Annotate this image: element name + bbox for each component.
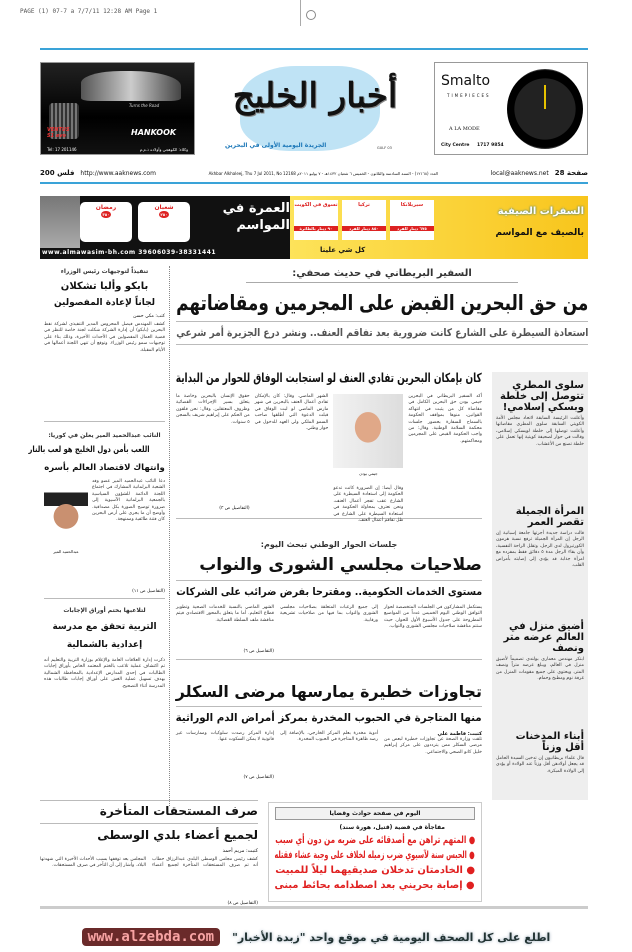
footer-url[interactable]: www.alzebda.com — [82, 928, 220, 946]
lead-headline-2[interactable]: كان بإمكان البحرين تفادي العنف لو استجابت الوفاق للحوار من البداية — [176, 370, 482, 385]
mp-photo — [44, 479, 88, 547]
top-rule — [40, 48, 588, 50]
divider — [176, 321, 588, 322]
story-columns — [176, 731, 482, 781]
article-body: تلقت وزارة الصحة عن تجاوزات خطيرة لبعض من مرضى السكلر ممن يترددون على مركز إبراهيم خليل كانو الصحي والاجتماعي. — [384, 737, 482, 755]
crime-item[interactable]: ● الخادمتان تدخلان صديقيهما ليلاً للمبيت — [275, 865, 475, 876]
byline: كتب: مكي حسن — [133, 314, 165, 319]
month: شعبان — [154, 204, 174, 211]
date-rule — [40, 182, 588, 184]
article-headline-2[interactable]: إعدادية بالشمالية — [66, 640, 143, 650]
sidebar-body: قالت دراسة جديدة أجرتها جامعة إسبانية إن الرجل إن المرأة الجميلة ترفع نسبة هرمون الكورتيزول لدى الرجل، وتقلل الراحة النفسية، وأن بقاء الرجل مدة ٥ دقائق فقط بمفرده مع امرأة جذابة قد يؤدي إلى إصابته بأمراض القلب. — [496, 531, 584, 569]
trip-price: ٦٧٥ دينار للفرد — [390, 226, 434, 231]
story-headline[interactable]: صلاحيات مجلسي الشورى والنواب — [199, 555, 482, 575]
crime-headline: إصابة بحريني بعد اصطدامه بحائط مبنى — [274, 880, 464, 891]
website-link[interactable]: http://www.aaknews.com — [80, 169, 156, 177]
trip-price: ٨٥٠ دينار للفرد — [342, 226, 386, 231]
smalto-ad[interactable] — [434, 62, 588, 155]
article-body: إلى جميع الرغبات المتعلقة بصلاحيات مجلسي الشورى والنواب بما فيها من صلاحيات تشريعية ورقابية. — [280, 605, 378, 623]
divider — [44, 421, 165, 422]
divider — [176, 580, 482, 581]
story-kicker: جلسات الحوار الوطني تبحث اليوم: — [260, 540, 398, 549]
story-headline[interactable]: تجاوزات خطيرة يمارسها مرضى السكلر — [175, 682, 482, 701]
sidebar-headline[interactable]: أضيق منزل في العالم عرضه متر ونصف — [503, 621, 584, 654]
crime-item[interactable]: ● المتهم تراهن مع أصدقائه على ضربه من دون أي سبب — [275, 835, 475, 846]
column — [176, 605, 274, 655]
crime-headline: المتهم تراهن مع أصدقائه على ضربه من دون أي سبب — [275, 835, 467, 846]
details-link[interactable]: (التفاصيل ص ٨) — [227, 901, 258, 906]
ad-sub: TIMEPIECES — [447, 93, 491, 98]
footer-text: اطلع على كل الصحف اليومية في موقع واحد "زبدة الأخبار" — [232, 930, 551, 944]
lead-headline[interactable]: من حق البحرين القبض على المجرمين ومقاضاتهم — [175, 291, 588, 315]
ad-product: VENTUS S1 evo — [47, 127, 70, 139]
right-sidebar — [492, 372, 588, 800]
ad-phone: Tel: 17 201146 — [47, 147, 77, 152]
divider — [176, 344, 588, 345]
article-headline[interactable]: التربية تحقق مع مدرسة — [52, 622, 157, 632]
article-kicker: تنفيذاً لتوجيهات رئيس الوزراء — [60, 268, 149, 275]
ad-tagline: Turns the Road — [129, 103, 160, 108]
sidebar-headline[interactable]: سلوى المطري تتوصل إلى خلطة وبسكي إسلامي! — [499, 380, 584, 413]
crime-kicker: مفاجأة في قضية (قتيل، هورة سند) — [339, 824, 445, 831]
article-headline-2[interactable]: وانتهاك لاقتصاد العالم بأسره — [44, 463, 165, 473]
hankook-ad[interactable] — [40, 62, 195, 155]
ad-brand: HANKOOK — [131, 128, 177, 137]
divider — [40, 823, 258, 824]
trip-price: ٩٠ دينار بالطائرة — [294, 226, 338, 231]
sidebar-body: قال علماء بريطانيون إن تدخين السيدة الحامل قد يجعل أولادهن أقل وزناً عند الولادة أو يؤدي إلى الولادة المبكرة. — [496, 756, 584, 774]
print-slug: PAGE (1) 07-7 a 7/7/11 12:28 AM Page 1 — [20, 8, 158, 15]
photo-caption: جيمي بودن — [359, 471, 378, 476]
lead-kicker: السفير البريطاني في حديث صحفي: — [246, 268, 518, 283]
crime-box — [268, 802, 482, 902]
banner-subtitle: بالصيف مع المواسم — [495, 228, 584, 238]
story-columns — [176, 605, 482, 655]
trip-dest: تركيا — [358, 202, 370, 208]
municipal-story — [40, 804, 258, 906]
car-image — [81, 71, 181, 101]
shaaban-offer — [138, 202, 190, 242]
footer-banner[interactable] — [0, 922, 632, 952]
lead-subheadline: استعادة السيطرة على الشارع كانت ضرورية بعد تفاقم العنف.. ونشر درع الجزيرة أمر شرعي — [175, 327, 588, 339]
ad-dealer: وكلاء: الكوهجي وأولاده ذ.م.م — [139, 147, 188, 152]
watch-hand — [544, 85, 546, 109]
divider — [176, 659, 482, 660]
photo-caption: عبدالحميد المير — [53, 549, 79, 554]
ad-phone: 1717 9854 — [477, 143, 504, 148]
details-link[interactable]: (التفاصيل ص ١١) — [132, 589, 165, 594]
story-subheadline: مستوى الخدمات الحكومية.. ومقترحا بفرض ضرائب على الشركات — [176, 586, 482, 598]
almawasim-banner-ad[interactable] — [40, 196, 588, 259]
crop-mark — [300, 0, 301, 26]
article-body: أدوية مخدرة بعلم المركز الخارجي، بالإضافة إلى رصد ظاهرة المتاجرة في الحبوب المخدرة. — [280, 731, 378, 743]
issue-info: Akhbar Alkhaleej, Thu 7 Jul 2011, No 12168 العدد (١٢١٦٨) - السنة السادسة والثلاثون - الخميس ٦ شعبان ١٤٣٢هـ - ٧ يوليو ٢٠١١م — [208, 170, 438, 176]
column — [384, 731, 482, 781]
column — [176, 394, 250, 514]
trip-card — [294, 200, 338, 240]
banner-slogan: كل شي علينا — [320, 246, 366, 254]
ad-brand: Smalto — [441, 73, 491, 89]
umrah-title: العمرة في المواسم — [222, 201, 290, 233]
article-body: ذكرت إدارة العلاقات العامة والإعلام بوزارة التربية والتعليم أنه تم اكتشاف عملية تلاعب بالختم المعتمد الخاص بأوراق إجابات الطالبات في إحدى المدارس الإعدادية بالمحافظة الشمالية بهدف تسهيل عملية الغش على أوراق إجابات طالبات هذه المدرسة أثناء التصحيح. — [44, 658, 165, 689]
kaaba-image — [40, 196, 80, 248]
article-block — [44, 479, 165, 589]
article-headline[interactable]: بابكو وألبا تشكلان — [60, 281, 149, 292]
article-body: يستكمل المشاركون في الجلسات المتخصصة لحوار التوافق الوطني اليوم الخميس عدداً من المواضيع المطروحة على جدول الأسبوع الأول للحوار، حيث ستتم مناقشة صلاحيات مجلسي الشورى والنواب. — [384, 605, 482, 630]
month: رمضان — [95, 204, 117, 211]
divider — [44, 598, 165, 599]
registration-mark-icon — [306, 10, 316, 20]
story-subheadline: منها المتاجرة في الحبوب المخدرة بمركز أمراض الدم الوراثية — [175, 712, 482, 724]
lead-story — [176, 268, 588, 349]
article-body: وقال أيضا: إن الضرورة كانت تدعو الحكومة إلى استعادة السيطرة على الشارع عقب تفجر أعمال العنف، ونحن نعترف بمحاولة الحكومة في استعادة السيطرة على الشارع في ظل تفاقم أعمال العنف. — [333, 486, 404, 524]
offer-price: ٢٥٠ — [160, 212, 168, 217]
sidebar-headline[interactable]: المرأة الجميلة تقصر العمر — [515, 506, 584, 528]
trip-card — [390, 200, 434, 240]
lead-columns — [175, 394, 482, 524]
umrah-panel — [40, 196, 290, 259]
article-body: حقوق الإنسان بالبحرين وخاصة ما يتعلق بسير الإجراءات القضائية وظروف المعتقلين. وقال: نحن قلقون من الحكم على إبراهيم شريف بالسجن ٥ سنوات. — [175, 394, 250, 425]
crime-headline: الحبس سنة لآسيوي ضرب زميله لخلاف على وجبة عشاء فقتله — [274, 850, 468, 861]
divider — [176, 706, 482, 707]
price: 200 فلس — [40, 169, 75, 177]
photo-block — [44, 479, 88, 589]
crime-item[interactable]: ● إصابة بحريني بعد اصطدامه بحائط مبنى — [274, 880, 475, 891]
date-bar — [40, 166, 588, 180]
masthead-logo[interactable] — [215, 58, 415, 158]
article-headline-2[interactable]: لجاناً لإعادة المفصولين — [53, 298, 156, 308]
article-body: دعا النائب عبدالحميد المير عضو وفد الشعبة البرلمانية المشارك في اجتماع اللجنة الدائمة للشؤون السياسية بالجمعية البرلمانية الآسيوية إلى ضرورة توضيح الصورة بكل مصداقية. وأوضح أن ما يجري على أرض البحرين كان فتنة طائفية وممنهجة. — [92, 479, 165, 523]
article-body: الشهر الماضي بالنسبة للخدمات الصحية وتطوير قطاع التعليم. أما ما يتعلق بالمحور الاقتصادي فيتم مناقشة ملف السلطة القضائية. — [176, 605, 274, 623]
summer-trips-panel — [290, 196, 588, 259]
watch-image — [507, 69, 583, 149]
sidebar-body: وأعلنت الرئيسة السابقة لاتحاد مجلس الأمة الكويتي السابقة سلوى المطري مقاضاتها وأعلنت توصلها إلى خلطة لويسكي إسلامي، وقالت في حوار لصحيفة كويتية إنها تعمل على خلطة تصنع من الأعشاب. — [496, 416, 584, 447]
ramadan-offer — [80, 202, 132, 242]
page-count: 28 صفحة — [554, 169, 588, 177]
crime-box-title[interactable]: اليوم في صفحة حوادث وقضايا — [275, 807, 475, 820]
byline: كتبت: فاطمة علي — [437, 731, 482, 737]
trip-card — [342, 200, 386, 240]
divider — [40, 800, 258, 801]
email-link[interactable]: local@aaknews.net — [490, 169, 549, 177]
article-body: كشف المهندس فيصل المحروس المدير التنفيذي لشركة نفط البحرين (بابكو) أن إدارة الشركة شكلت لجنة خاصة للنظر في قضية العمال المفصولين في الأحداث الأخيرة، وذلك بناء على توجيهات سمو رئيس الوزراء. وتوقع أن تنهي اللجنة أعمالها في الأيام المقبلة. — [44, 322, 165, 353]
story-headline[interactable]: صرف المستحقات المتأخرة — [99, 804, 258, 818]
sidebar-body: ابتكر مهندس معماري بولندي تصميماً لأضيق منزل في العالم، ويبلغ عرضه متراً ونصف المتر، ويحتوي على جميع مقومات المنزل من غرفة نوم ومطبخ وحمام. — [496, 657, 584, 682]
byline: كتبت: مريم أحمد — [222, 848, 258, 854]
article-kicker: لتلاعبها بختم أوراق الإجابات — [63, 607, 146, 614]
trip-dest: تسوق في الكويت — [294, 202, 338, 208]
logo-est: GULF 03 — [377, 146, 392, 150]
logo-text: أخبار الخليج — [232, 76, 398, 116]
photo-block — [333, 394, 404, 524]
details-link[interactable]: (التفاصيل ص ٣) — [219, 506, 250, 511]
crime-item[interactable]: ● الحبس سنة لآسيوي ضرب زميله لخلاف على وجبة عشاء فقتله — [274, 850, 475, 861]
ambassador-photo — [333, 394, 403, 468]
article-body: الشهر الماضي. وقال: كان بالإمكان تفادي أعمال العنف بالبحرين في شهر مارس الماضي لو لبت الوفاق في قبلت الدعوة التي أطلقها صاحب السمو الملكي ولي العهد للدخول في حوار وطني. — [254, 394, 329, 432]
details-link[interactable]: (التفاصيل ص ٧) — [243, 775, 274, 780]
article-headline[interactable]: اللعب بأمن دول الخليج هو لعب بالنار — [28, 445, 150, 455]
article-kicker: النائب عبدالحميد المير يعلن في كوريا: — [48, 432, 161, 439]
ad-contact: www.almawasim-bh.com 39606039-38331441 — [42, 249, 217, 256]
bottom-rule — [40, 906, 588, 909]
trip-list — [294, 200, 434, 240]
logo-tagline: الجريدة اليومية الأولى في البحرين — [225, 142, 327, 149]
dialogue-story — [176, 540, 482, 664]
story-headline-2[interactable]: لجميع أعضاء بلدي الوسطى — [97, 828, 258, 842]
article-body: أكد السفير البريطاني في البحرين جيمي بودن حق البحرين الكامل في مقاضاة كل من يثبت في انتهاكه القوانين، منوها بمواقف الحكومة بالسماح للسفارة بحضور جلسات محكمة السلامة الوطنية. وقال: من واجب الحكومة القبض على المجرمين ومحاكمتهم. — [408, 394, 482, 444]
sickle-cell-story — [176, 682, 482, 781]
offer-price: ٣٥٠ — [102, 212, 110, 217]
sidebar-headline[interactable]: أبناء المدخنات أقل وزناً — [515, 731, 584, 753]
banner-title: السفرات الصيفية — [497, 206, 584, 217]
left-column — [28, 266, 170, 806]
crime-headline: الخادمتان تدخلان صديقيهما ليلاً للمبيت — [275, 865, 463, 876]
ad-dealer: A LA MODE — [449, 126, 480, 132]
trip-dest: سيريلانكا — [400, 202, 424, 208]
column — [176, 731, 274, 781]
details-link[interactable]: (التفاصيل ص ٦) — [243, 649, 274, 654]
lead-story-2 — [176, 370, 482, 523]
article-body: كشف رئيس مجلس الوسطى البلدي عبدالرزاق حطاب أنه تم صرف المستحقات المتأخرة لجميع أعضاء المجلس بعد توقفها بسبب الأحداث الأخيرة التي شهدتها البلاد. وأشار إلى أن التأخر في صرف المستحقات. — [40, 857, 258, 869]
divider — [176, 518, 482, 519]
ad-location: City Centre — [441, 143, 470, 148]
article-body: إدارة المركز رصدت سلوكيات وممارسات غير قانونية لا يمكن السكوت عنها. — [176, 731, 274, 743]
